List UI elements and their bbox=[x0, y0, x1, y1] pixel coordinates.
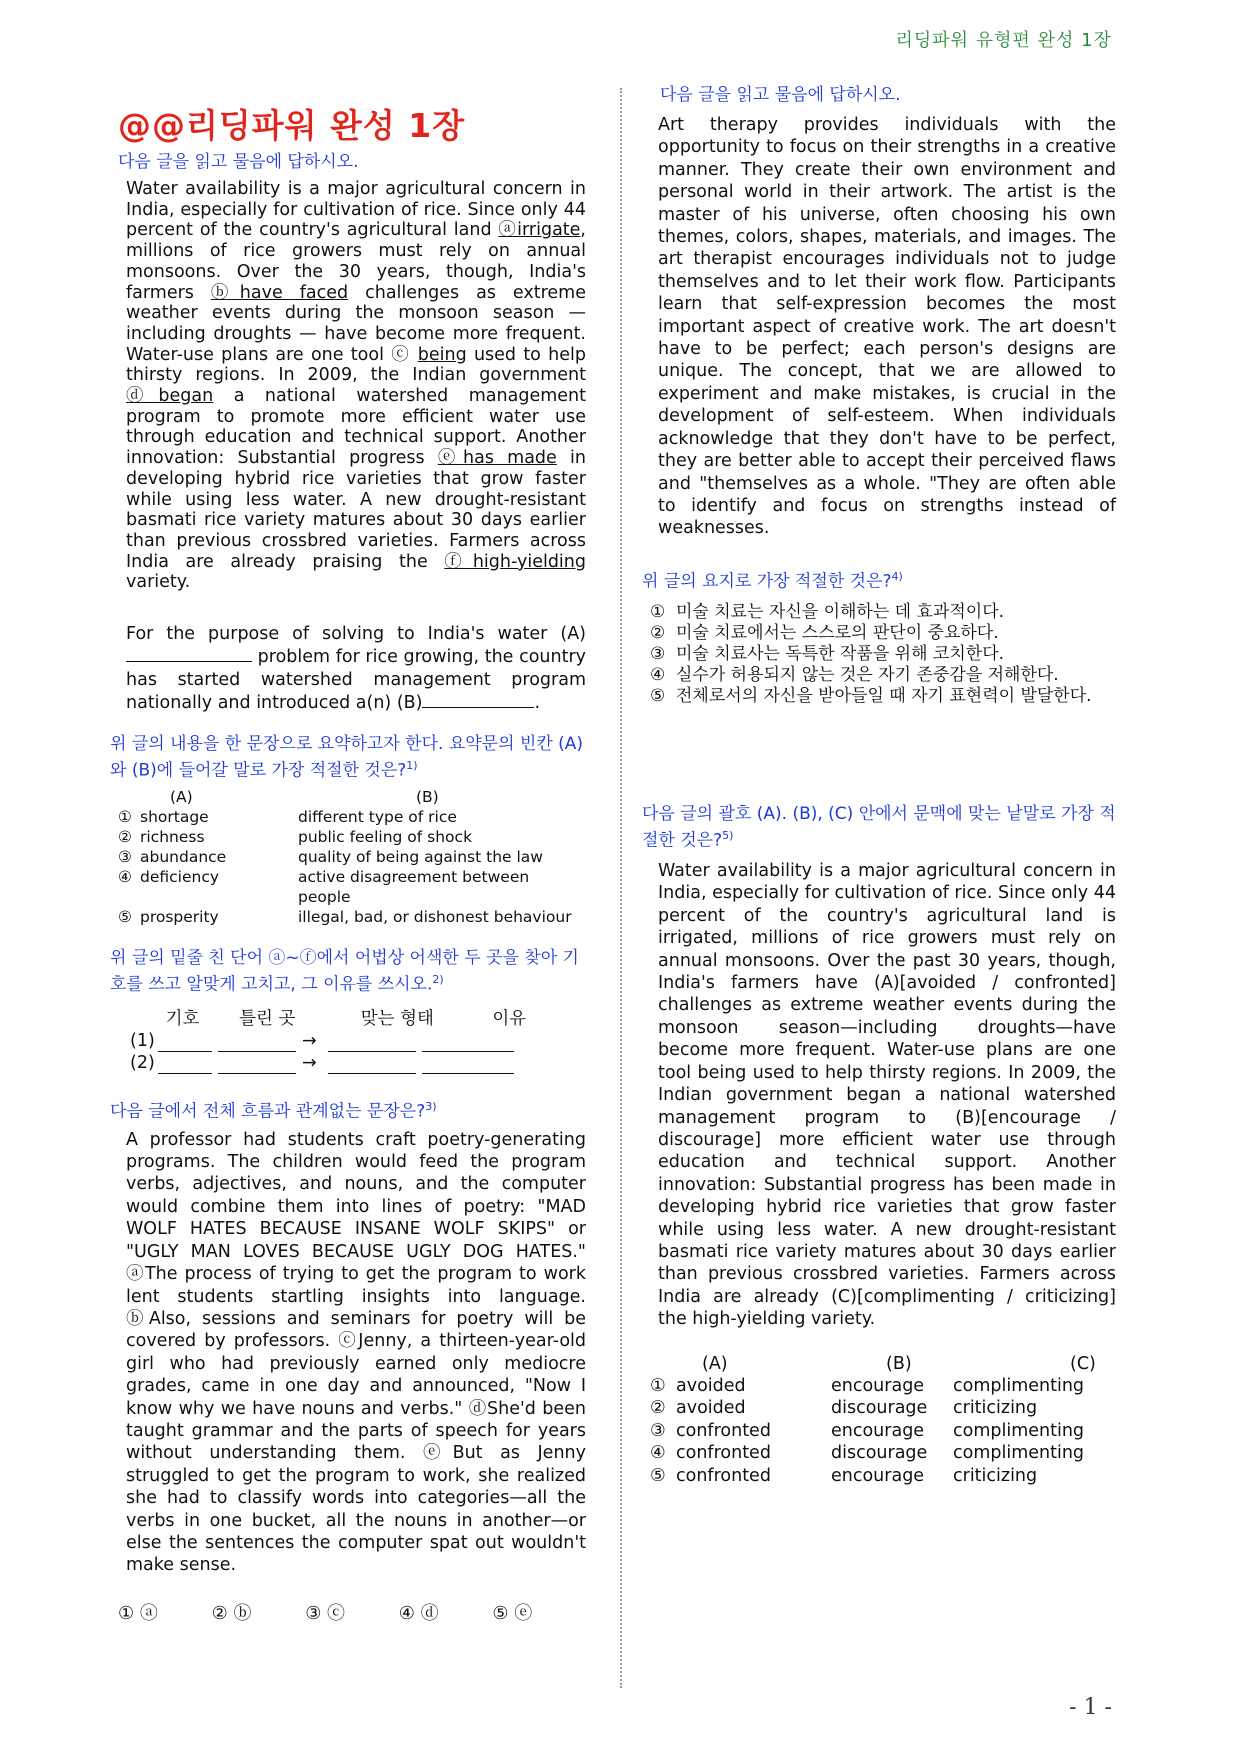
col-header-c: (C) bbox=[1070, 1353, 1096, 1374]
q4-options bbox=[650, 602, 1116, 707]
option-text: 전체로서의 자신을 받아들일 때 자기 표현력이 발달한다. bbox=[676, 686, 1092, 707]
option-number: ③ bbox=[650, 1420, 666, 1441]
option-number: ① bbox=[118, 808, 132, 827]
option-number: ④ bbox=[118, 868, 132, 887]
q5-passage: Water availability is a major agricultural concern in India, especially for cultivation of rice. Since only 44 percent of the country's agricultural land is irrigated, millions of rice growers must rely on annual monsoons. Over the past 30 years, though, India's farmers have (A)[avoided / confronted] challenges as extreme weather events during the monsoon season—including droughts—have become more frequent. Water-use plans are one tool being used to help thirsty regions. In 2009, the Indian government began a national watershed management program to (B)[encourage / discourage] more efficient water use through education and technical support. Another innovation: Substantial progress has been made in developing hybrid rice varieties that grow faster while using less water. A new drought-resistant basmati rice variety matures about 30 days earlier than previous crossbred varieties. Farmers across India are already (C)[complimenting / criticizing] the high-yielding variety. bbox=[658, 861, 1116, 1330]
col-header-b: (B) bbox=[416, 788, 439, 807]
answer-field[interactable] bbox=[328, 1055, 416, 1074]
underline-f: ⓕhigh-yielding bbox=[444, 551, 586, 572]
irrelevant-passage: A professor had students craft poetry-generating programs. The children would feed the program verbs, adjectives, and nouns, and the computer would combine them into lines of poetry: "MAD WOLF HATES BECAUSE INSANE WOLF SKIPS" or "UGLY MAN LOVES BECAUSE UGLY DOG HATES." ⓐThe process of trying to get the program to work lent students startling insights into language. ⓑAlso, sessions and seminars for poetry will be covered by professors. ⓒJenny, a thirteen-year-old girl who had previously earned only mediocre grades, came in one day and announced, "Now I know why we have nouns and verbs." ⓓShe'd been taught grammar and the parts of speech for years without understanding them. ⓔBut as Jenny struggled to get the program to work, she realized she had to classify words into categories—all the verbs in one bucket, all the nouns in another—or else the sentences the computer spat out wouldn't make sense. bbox=[126, 1129, 586, 1576]
q5-options-header bbox=[650, 1353, 1096, 1375]
form-header-wrong: 틀린 곳 bbox=[239, 1009, 296, 1029]
q4-option[interactable] bbox=[650, 665, 1116, 686]
option-c: criticizing bbox=[953, 1465, 1038, 1486]
answer-row-1: (1) → bbox=[130, 1030, 586, 1052]
q4-question: 위 글의 요지로 가장 적절한 것은?$^{4)}$ bbox=[642, 569, 903, 592]
choice-4[interactable]: ④ ⓓ bbox=[398, 1602, 439, 1624]
option-b: illegal, bad, or dishonest behaviour bbox=[298, 908, 572, 927]
q5-option-row[interactable] bbox=[650, 1420, 1084, 1442]
option-c: complimenting bbox=[953, 1420, 1085, 1441]
option-number: ② bbox=[650, 1398, 666, 1419]
option-number: ④ bbox=[650, 665, 666, 686]
irrelevant-question: 다음 글에서 전체 흐름과 관계없는 문장은?$^{3)}$ bbox=[110, 1100, 437, 1122]
answer-field[interactable] bbox=[422, 1055, 514, 1074]
option-number: ④ bbox=[650, 1443, 666, 1464]
option-text: 미술 치료에서는 스스로의 판단이 중요하다. bbox=[676, 623, 999, 644]
option-b: different type of rice bbox=[298, 808, 457, 827]
option-number: ⑤ bbox=[650, 686, 666, 707]
option-text: 실수가 허용되지 않는 것은 자기 존중감을 저해한다. bbox=[676, 665, 1059, 686]
option-number: ① bbox=[650, 1375, 666, 1396]
answer-field[interactable] bbox=[158, 1033, 212, 1052]
page-number: - 1 - bbox=[1069, 1695, 1112, 1720]
left-column bbox=[110, 100, 587, 1625]
answer-field[interactable] bbox=[218, 1033, 296, 1052]
answer-field[interactable] bbox=[158, 1055, 212, 1074]
main-title: @@리딩파워 완성 1장 bbox=[118, 106, 466, 145]
summary-question: 위 글의 내용을 한 문장으로 요약하고자 한다. 요약문의 빈칸 (A)와 (B)에 들어갈 말로 가장 적절한 것은?$^{1)}$ bbox=[110, 733, 584, 781]
col-header-b: (B) bbox=[886, 1353, 912, 1374]
q5-option-rows bbox=[650, 1375, 1084, 1487]
q5-option-row[interactable] bbox=[650, 1442, 1084, 1464]
q5-question: 다음 글의 괄호 (A). (B), (C) 안에서 문맥에 맞는 낱말로 가장 적절한 것은?$^{5)}$ bbox=[642, 804, 1116, 852]
option-text: 미술 치료사는 독특한 작품을 위해 코치한다. bbox=[676, 644, 1005, 665]
blank-a[interactable] bbox=[126, 645, 252, 662]
option-a: avoided bbox=[676, 1375, 746, 1396]
underline-c: being bbox=[417, 344, 467, 365]
grammar-question: 위 글의 밑줄 친 단어 ⓐ~ⓕ에서 어법상 어색한 두 곳을 찾아 기호를 쓰고 알맞게 고치고, 그 이유를 쓰시오.$^{2)}$ bbox=[110, 948, 579, 995]
underline-b: ⓑhave faced bbox=[210, 282, 349, 303]
option-text: 미술 치료는 자신을 이해하는 데 효과적이다. bbox=[676, 602, 1005, 623]
option-b: discourage bbox=[831, 1398, 928, 1419]
answer-field[interactable] bbox=[218, 1055, 296, 1074]
option-a: confronted bbox=[676, 1465, 771, 1486]
option-a: confronted bbox=[676, 1443, 771, 1464]
option-a: prosperity bbox=[140, 908, 219, 927]
q4-option[interactable] bbox=[650, 602, 1116, 623]
option-b: encourage bbox=[831, 1420, 925, 1441]
col-header-a: (A) bbox=[702, 1353, 728, 1374]
answer-field[interactable] bbox=[422, 1033, 514, 1052]
form-header-symbol: 기호 bbox=[165, 1009, 200, 1029]
q4-passage: Art therapy provides individuals with the opportunity to focus on their strengths in a creative manner. They create their own environment and personal world in their artwork. The artist is the master of his universe, often choosing his own themes, colors, shapes, materials, and images. The art therapist encourages individuals not to judge themselves and to let their work flow. Participants learn that self-expression becomes the most important aspect of creative work. The art doesn't have to be perfect; each person's designs are unique. The concept, that we are allowed to experiment and make mistakes, is crucial in the development of self-esteem. When individuals acknowledge that they don't have to be perfect, they are better able to accept their perceived flaws and "themselves as a whole. "They are often able to identify and focus on strengths instead of weaknesses. bbox=[658, 115, 1116, 539]
underline-d: ⓓbegan bbox=[126, 386, 214, 407]
option-number: ③ bbox=[118, 848, 132, 867]
summary-option-rows bbox=[118, 807, 586, 927]
form-header-reason: 이유 bbox=[492, 1009, 527, 1029]
option-number: ② bbox=[118, 828, 132, 847]
answer-field[interactable] bbox=[328, 1033, 416, 1052]
option-b: public feeling of shock bbox=[298, 828, 473, 847]
option-a: deficiency bbox=[140, 868, 220, 887]
q5-option-row[interactable] bbox=[650, 1375, 1084, 1397]
option-a: abundance bbox=[140, 848, 227, 867]
right-column bbox=[642, 84, 1116, 1487]
option-a: shortage bbox=[140, 808, 209, 827]
grammar-answer-form bbox=[130, 1008, 586, 1074]
option-number: ⑤ bbox=[650, 1465, 666, 1486]
option-number: ② bbox=[650, 623, 666, 644]
summary-options bbox=[118, 787, 439, 807]
col-header-a: (A) bbox=[170, 788, 193, 807]
choice-5[interactable]: ⑤ ⓔ bbox=[492, 1602, 533, 1624]
q1-passage: Water availability is a major agricultural concern in India, especially for cultivation of rice. Since only 44 percent of the country's agricultural land ⓐirrigate, millions of rice growers must rely on annual monsoons. Over the 30 years, though, India's farmers ⓑhave faced challenges as extreme weather events during the monsoon season — including droughts — have become more frequent. Water-use plans are one tool ⓒ being used to help thirsty regions. In 2009, the Indian government ⓓbegan a national watershed management program to promote more efficient water use through education and technical support. Another innovation: Substantial progress ⓔhas made in developing hybrid rice varieties that grow faster while using less water. A new drought-resistant basmati rice variety matures about 30 days earlier than previous crossbred varieties. Farmers across India are already praising the ⓕhigh-yielding variety. bbox=[126, 179, 587, 593]
answer-row-2: (2) → bbox=[130, 1052, 586, 1074]
option-b: discourage bbox=[831, 1443, 928, 1464]
underline-a: ⓐirrigate bbox=[498, 220, 581, 241]
option-b: active disagreement between people bbox=[298, 868, 530, 907]
underline-e: ⓔhas made bbox=[437, 448, 557, 469]
option-b: quality of being against the law bbox=[298, 848, 543, 867]
option-b: encourage bbox=[831, 1465, 925, 1486]
irrelevant-choices bbox=[118, 1599, 586, 1625]
form-header-correct: 맞는 형태 bbox=[360, 1009, 434, 1029]
page-header: 리딩파워 유형편 완성 1장 bbox=[895, 30, 1112, 51]
option-c: complimenting bbox=[953, 1443, 1085, 1464]
summary-option-row[interactable] bbox=[118, 907, 586, 927]
option-number: ⑤ bbox=[118, 908, 132, 927]
blank-b[interactable] bbox=[422, 691, 534, 708]
option-a: avoided bbox=[676, 1398, 746, 1419]
q4-option[interactable] bbox=[650, 644, 1116, 665]
q4-option[interactable] bbox=[650, 686, 1116, 707]
choice-3[interactable]: ③ ⓒ bbox=[305, 1602, 346, 1624]
option-b: encourage bbox=[831, 1375, 925, 1396]
choice-2[interactable]: ② ⓑ bbox=[211, 1602, 252, 1624]
option-a: confronted bbox=[676, 1420, 771, 1441]
summary-option-row[interactable] bbox=[118, 827, 586, 847]
summary-sentence: For the purpose of solving to India's water (A) problem for rice growing, the country has started watershed management program nationally and introduced a(n) (B) . bbox=[126, 624, 586, 714]
option-number: ① bbox=[650, 602, 666, 623]
summary-option-row[interactable] bbox=[118, 807, 586, 827]
summary-option-row[interactable] bbox=[118, 867, 586, 907]
option-c: criticizing bbox=[953, 1398, 1038, 1419]
q4-instruction: 다음 글을 읽고 물음에 답하시오. bbox=[660, 85, 901, 105]
column-divider bbox=[620, 88, 622, 1688]
q5-option-row[interactable] bbox=[650, 1397, 1084, 1419]
option-a: richness bbox=[140, 828, 205, 847]
option-number: ③ bbox=[650, 644, 666, 665]
q5-option-row[interactable] bbox=[650, 1465, 1084, 1487]
option-c: complimenting bbox=[953, 1375, 1085, 1396]
summary-option-row[interactable] bbox=[118, 847, 586, 867]
q4-option[interactable] bbox=[650, 623, 1116, 644]
q1-instruction: 다음 글을 읽고 물음에 답하시오. bbox=[118, 152, 359, 172]
choice-1[interactable]: ① ⓐ bbox=[118, 1602, 158, 1624]
